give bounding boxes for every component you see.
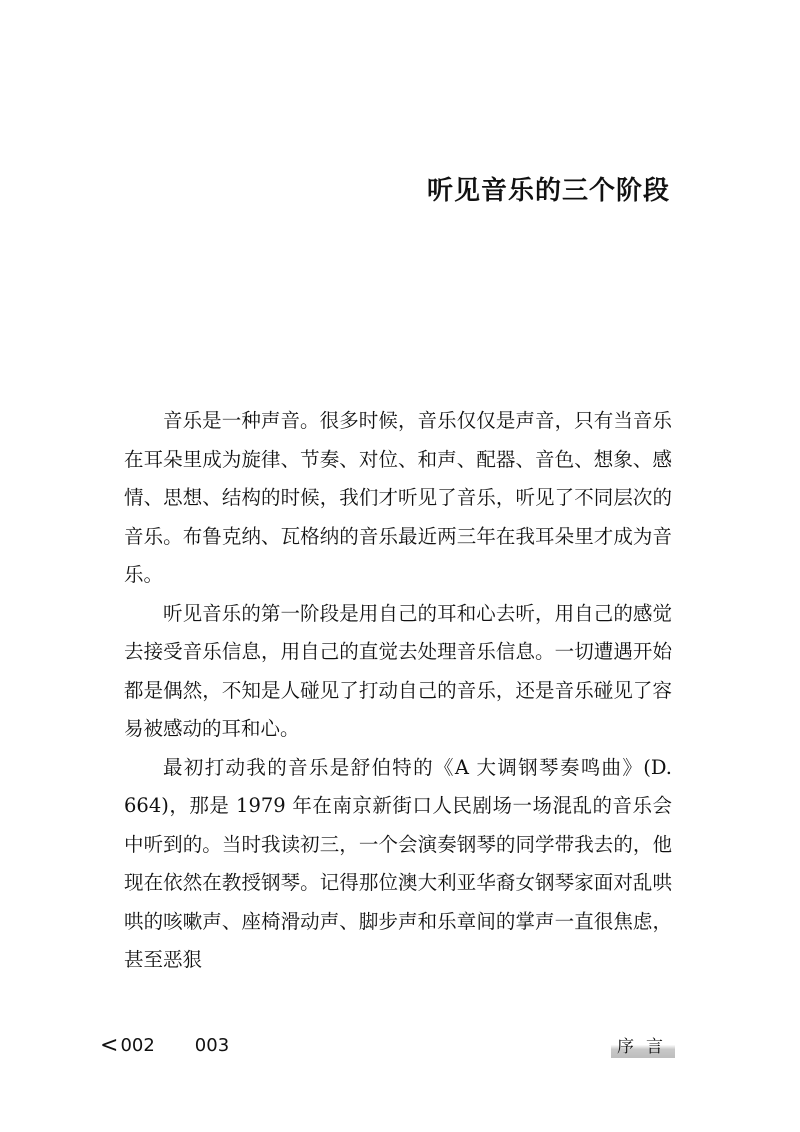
chapter-title: 听见音乐的三个阶段 [426, 176, 670, 206]
paragraph: 最初打动我的音乐是舒伯特的《A 大调钢琴奏鸣曲》(D. 664)，那是 1979 年在南京新街口人民剧场一场混乱的音乐会中听到的。当时我读初三，一个会演奏钢琴的同学带我去的，他现在依然在教授钢琴。记得那位澳大利亚华裔女钢琴家面对乱哄哄的咳嗽声、座椅滑动声、脚步声和乐章间的掌声一直很焦虑，甚至恶狠 [124, 755, 672, 971]
page-number-left[interactable]: 002 [120, 1035, 155, 1056]
paragraph: 音乐是一种声音。很多时候，音乐仅仅是声音，只有当音乐在耳朵里成为旋律、节奏、对位、和声、配器、音色、想象、感情、思想、结构的时候，我们才听见了音乐，听见了不同层次的音乐。布鲁克纳、瓦格纳的音乐最近两三年在我耳朵里才成为音乐。 [124, 409, 672, 586]
page-number-right[interactable]: 003 [194, 1035, 230, 1056]
body-text [124, 402, 672, 980]
page-footer [100, 1032, 675, 1062]
paragraph: 听见音乐的第一阶段是用自己的耳和心去听，用自己的感觉去接受音乐信息，用自己的直觉去处理音乐信息。一切遭遇开始都是偶然，不知是人碰见了打动自己的音乐，还是音乐碰见了容易被感动的耳和心。 [124, 601, 672, 740]
previous-page-icon[interactable]: < [100, 1033, 119, 1058]
section-label: 序言 [611, 1036, 675, 1058]
page-navigator [100, 1032, 229, 1060]
